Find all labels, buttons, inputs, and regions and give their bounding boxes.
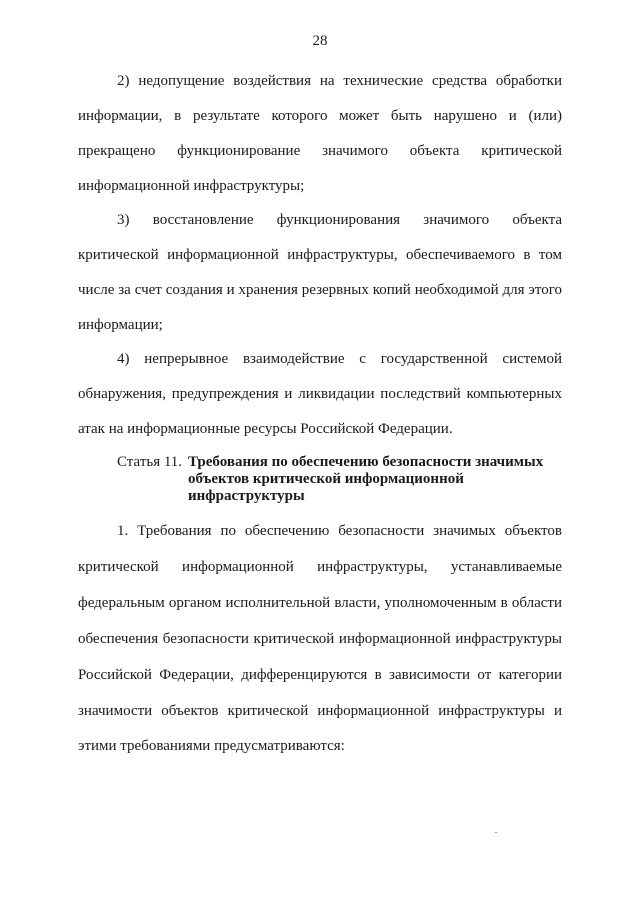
item-4-line-1: 4) непрерывное взаимодействие с государственной системой (117, 351, 562, 367)
article-title: Требования по обеспечению безопасности значимых объектов критической информационной инфраструктуры (188, 454, 544, 504)
paragraph-1-line-4: обеспечения безопасности критической информационной инфраструктуры (78, 631, 562, 647)
paragraph-1-line-2: критической информационной инфраструктуры, устанавливаемые (78, 559, 562, 575)
paragraph-1-line-1: 1. Требования по обеспечению безопасности значимых объектов (117, 523, 562, 539)
item-2-line-2: информации, в результате которого может быть нарушено и (или) (78, 108, 562, 124)
item-2-line-3: прекращено функционирование значимого объекта критической (78, 143, 562, 159)
article-label: Статья 11. (117, 454, 183, 470)
item-3-line-2: критической информационной инфраструктуры, обеспечиваемого в том (78, 247, 562, 263)
item-2-line-1: 2) недопущение воздействия на технические средства обработки (117, 73, 562, 89)
item-3-line-4: информации; (78, 317, 163, 333)
item-4-line-2: обнаружения, предупреждения и ликвидации последствий компьютерных (78, 386, 562, 402)
paragraph-1-line-5: Российской Федерации, дифференцируются в зависимости от категории (78, 667, 562, 683)
item-3-line-3: числе за счет создания и хранения резервных копий необходимой для этого (78, 282, 562, 298)
paragraph-1-line-7: этими требованиями предусматриваются: (78, 738, 345, 754)
item-3-line-1: 3) восстановление функционирования значимого объекта (117, 212, 562, 228)
paragraph-1-line-6: значимости объектов критической информационной инфраструктуры и (78, 703, 562, 719)
paragraph-1-line-3: федеральным органом исполнительной власти, уполномоченным в области (78, 595, 562, 611)
scan-speck (495, 832, 497, 833)
item-4-line-3: атак на информационные ресурсы Российской Федерации. (78, 421, 453, 437)
page-number: 28 (312, 33, 328, 49)
item-2-line-4: информационной инфраструктуры; (78, 178, 305, 194)
